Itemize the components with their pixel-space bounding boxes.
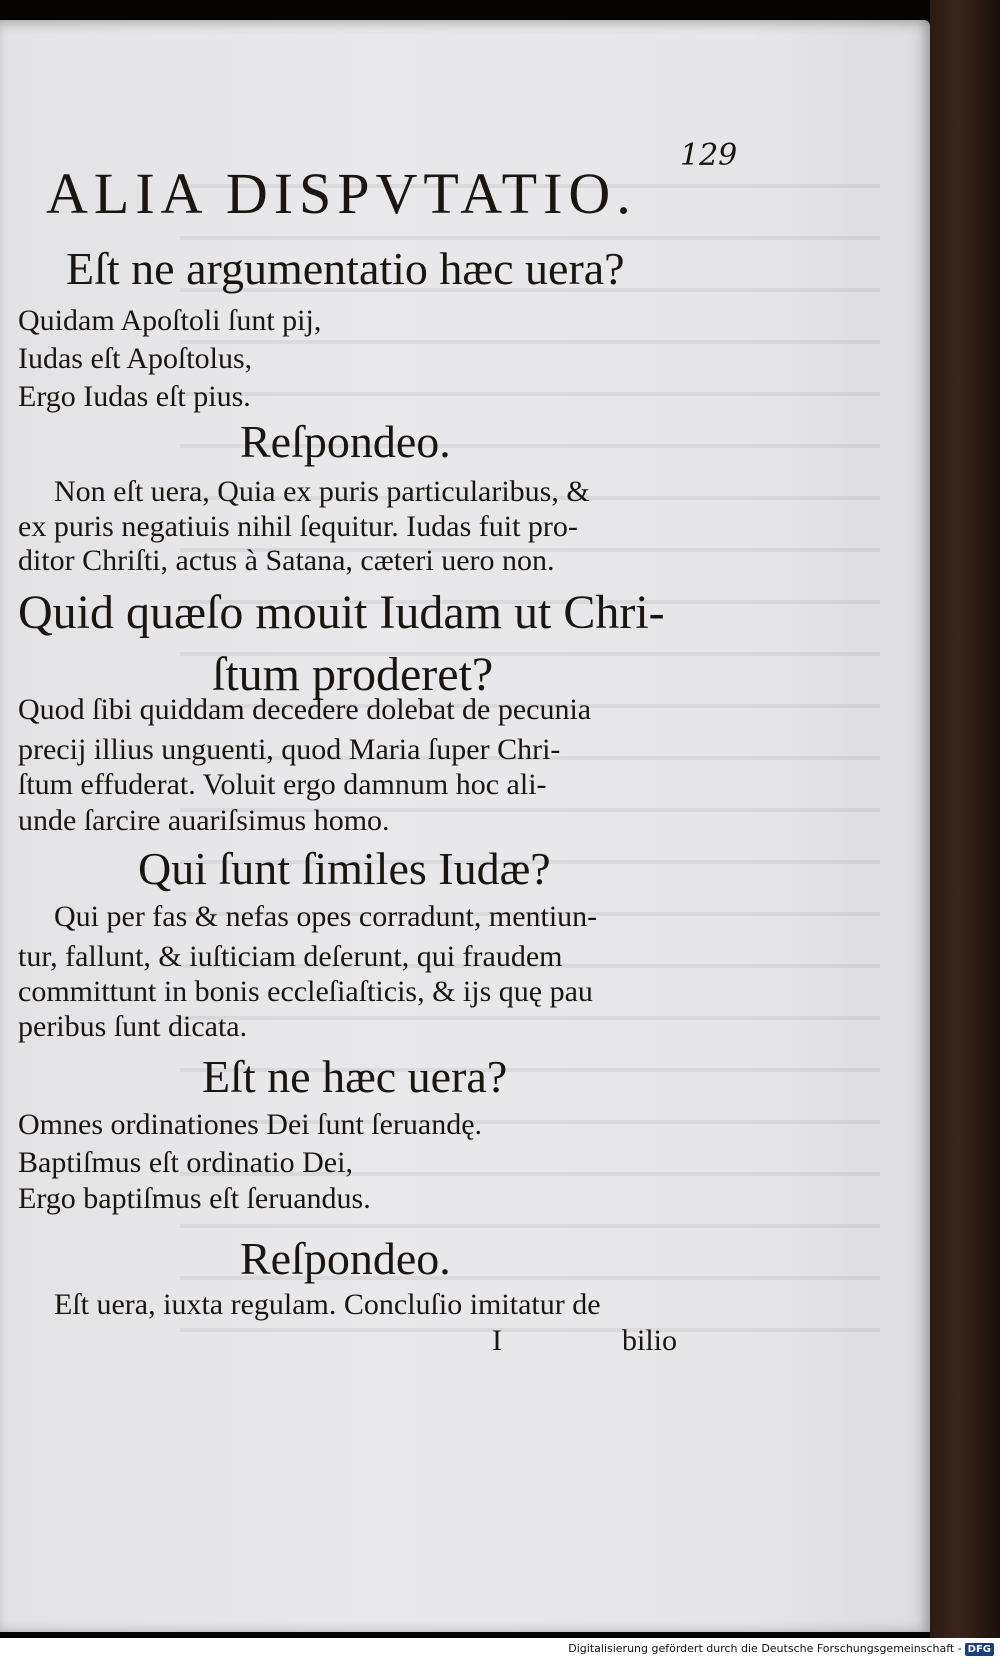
question-heading: Eſt ne argumentatio hæc uera? bbox=[66, 243, 625, 294]
text-line: ſtum effuderat. Voluit ergo damnum hoc ali- bbox=[18, 768, 547, 801]
text-line: Baptiſmus eſt ordinatio Dei, bbox=[18, 1146, 353, 1179]
text-line: Omnes ordinationes Dei ſunt ſeruandę. bbox=[18, 1108, 483, 1141]
book-page bbox=[0, 20, 930, 1632]
response-heading: Reſpondeo. bbox=[240, 416, 451, 467]
text-line: tur, fallunt, & iuſticiam deſerunt, qui fraudem bbox=[18, 940, 563, 973]
catchword: bilio bbox=[622, 1324, 678, 1357]
text-line: Quod ſibi quiddam decedere dolebat de pecunia bbox=[18, 693, 592, 726]
question-heading: Qui ſunt ſimiles Iudæ? bbox=[138, 843, 551, 894]
text-line: Iudas eſt Apoſtolus, bbox=[18, 342, 253, 375]
funding-credit bbox=[568, 1642, 994, 1656]
text-line: Quidam Apoſtoli ſunt pij, bbox=[18, 304, 322, 337]
book-spine bbox=[930, 0, 1000, 1640]
page-number: 129 bbox=[680, 138, 738, 173]
text-line: precij illius unguenti, quod Maria ſuper Chri- bbox=[18, 733, 561, 766]
signature-mark: I bbox=[492, 1324, 502, 1357]
question-heading: Eſt ne hæc uera? bbox=[202, 1051, 508, 1102]
question-heading: Quid quæſo mouit Iudam ut Chri- bbox=[18, 586, 665, 639]
question-heading: ſtum proderet? bbox=[212, 648, 494, 701]
text-line: Non eſt uera, Quia ex puris particularibus, & bbox=[54, 475, 590, 508]
text-line: Ergo Iudas eſt pius. bbox=[18, 380, 251, 413]
dfg-logo: DFG bbox=[965, 1643, 994, 1656]
text-line: ditor Chriſti, actus à Satana, cæteri uero non. bbox=[18, 544, 555, 577]
text-line: Qui per fas & nefas opes corradunt, mentiun- bbox=[54, 900, 598, 933]
funding-credit-text: Digitalisierung gefördert durch die Deutsche Forschungsgemeinschaft - bbox=[568, 1642, 962, 1655]
text-line: peribus ſunt dicata. bbox=[18, 1010, 248, 1043]
page-header: ALIA DISPVTATIO. bbox=[46, 161, 637, 226]
text-line: unde ſarcire auariſsimus homo. bbox=[18, 804, 390, 837]
text-line: Eſt uera, iuxta regulam. Concluſio imitatur de bbox=[54, 1288, 601, 1321]
text-line: committunt in bonis eccleſiaſticis, & ijs quę pau bbox=[18, 975, 593, 1008]
text-line: Ergo baptiſmus eſt ſeruandus. bbox=[18, 1182, 371, 1215]
response-heading: Reſpondeo. bbox=[240, 1233, 451, 1284]
text-line: ex puris negatiuis nihil ſequitur. Iudas fuit pro- bbox=[18, 510, 578, 543]
footer-bar bbox=[0, 1638, 1000, 1664]
